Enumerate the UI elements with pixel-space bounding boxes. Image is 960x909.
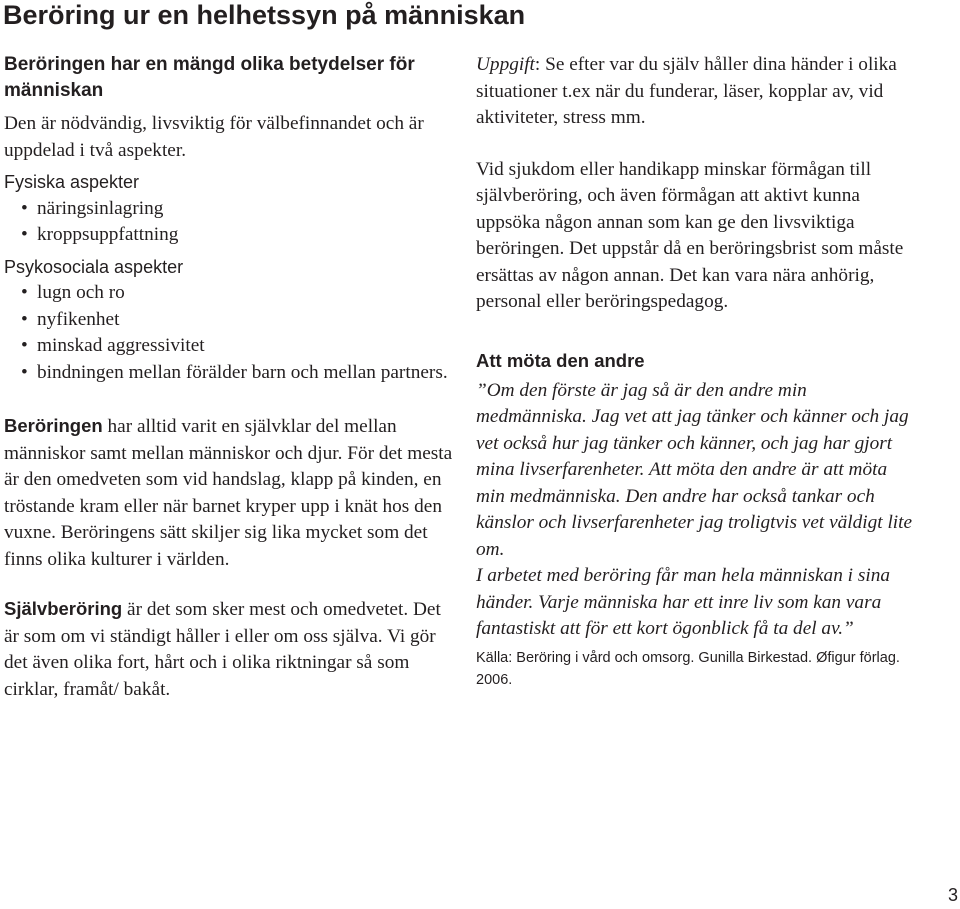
intro-paragraph: Den är nödvändig, livsviktig för välbefinnandet och är uppdelad i två aspekter.	[4, 113, 424, 161]
task-text: : Se efter var du själv håller dina händer i olika situationer t.ex när du funderar, läser, kopplar av, vid aktiviteter, stress mm.	[476, 54, 897, 128]
meet-heading: Att möta den andre	[476, 349, 645, 371]
source-note: Källa: Beröring i vård och omsorg. Gunilla Birkestad. Øfigur förlag. 2006.	[476, 649, 900, 688]
list-item: • näringsinlagring	[4, 196, 454, 223]
touch-text: har alltid varit en självklar del mellan människor samt mellan människor och djur. För det mesta är den omedveten som vid handslag, klapp på kinden, en tröstande kram eller när barnet kryper upp i knät hos den vuxne. Beröringens sätt skiljer sig lika mycket som det finns olika kulturer i världen.	[4, 416, 453, 570]
page-title: Beröring ur en helhetssyn på människan	[3, 0, 526, 30]
illness-paragraph: Vid sjukdom eller handikapp minskar förmågan till självberöring, och även förmågan att aktivt kunna uppsöka någon annan som kan ge den livsviktiga beröringen. Det uppstår då en beröringsbrist som måste ersättas av någon annan. Det kan vara nära anhörig, personal eller beröringspedagog.	[476, 158, 904, 312]
psychosocial-aspects-heading: Psykosociala aspekter	[4, 256, 184, 277]
section-heading: Beröringen har en mängd olika betydelser för människan	[4, 54, 415, 101]
quote-paragraph-2: I arbetet med beröring får man hela människan i sina händer. Varje människa har ett inre liv som kan vara fantastiskt att för ett kort ögonblick få ta del av.”	[476, 565, 890, 639]
touch-term: Beröringen	[4, 415, 103, 436]
list-item: • bindningen mellan förälder barn och mellan partners.	[4, 360, 454, 387]
quote-paragraph-1: ”Om den förste är jag så är den andre min medmänniska. Jag vet att jag tänker och känner och jag vet också hur jag tänker och känner, och jag har gjort mina livserfarenheter. Att möta den andre är att möta min medmänniska. Den andre har också tankar och känslor och livserfarenheter jag troligtvis vet väldigt lite om.	[476, 379, 913, 560]
page-number: 3	[947, 885, 958, 905]
right-column	[476, 52, 916, 691]
self-touch-text: är det som sker mest och omedvetet. Det är som om vi ständigt håller i eller om oss själva. Vi gör det även olika fort, hårt och i olika riktningar så som cirklar, framåt/ bakåt.	[4, 599, 441, 700]
self-touch-term: Självberöring	[4, 598, 123, 619]
list-item: • minskad aggressivitet	[4, 333, 454, 360]
touch-paragraph	[4, 413, 454, 573]
physical-aspects-list	[4, 196, 454, 249]
task-label: Uppgift	[476, 54, 535, 75]
list-item: • kroppsuppfattning	[4, 222, 454, 249]
self-touch-paragraph	[4, 596, 454, 703]
list-item: • nyfikenhet	[4, 307, 454, 334]
list-item: • lugn och ro	[4, 280, 454, 307]
physical-aspects-heading: Fysiska aspekter	[4, 172, 140, 192]
task-paragraph	[476, 52, 916, 132]
left-column	[4, 52, 454, 703]
psychosocial-aspects-list	[4, 280, 454, 386]
